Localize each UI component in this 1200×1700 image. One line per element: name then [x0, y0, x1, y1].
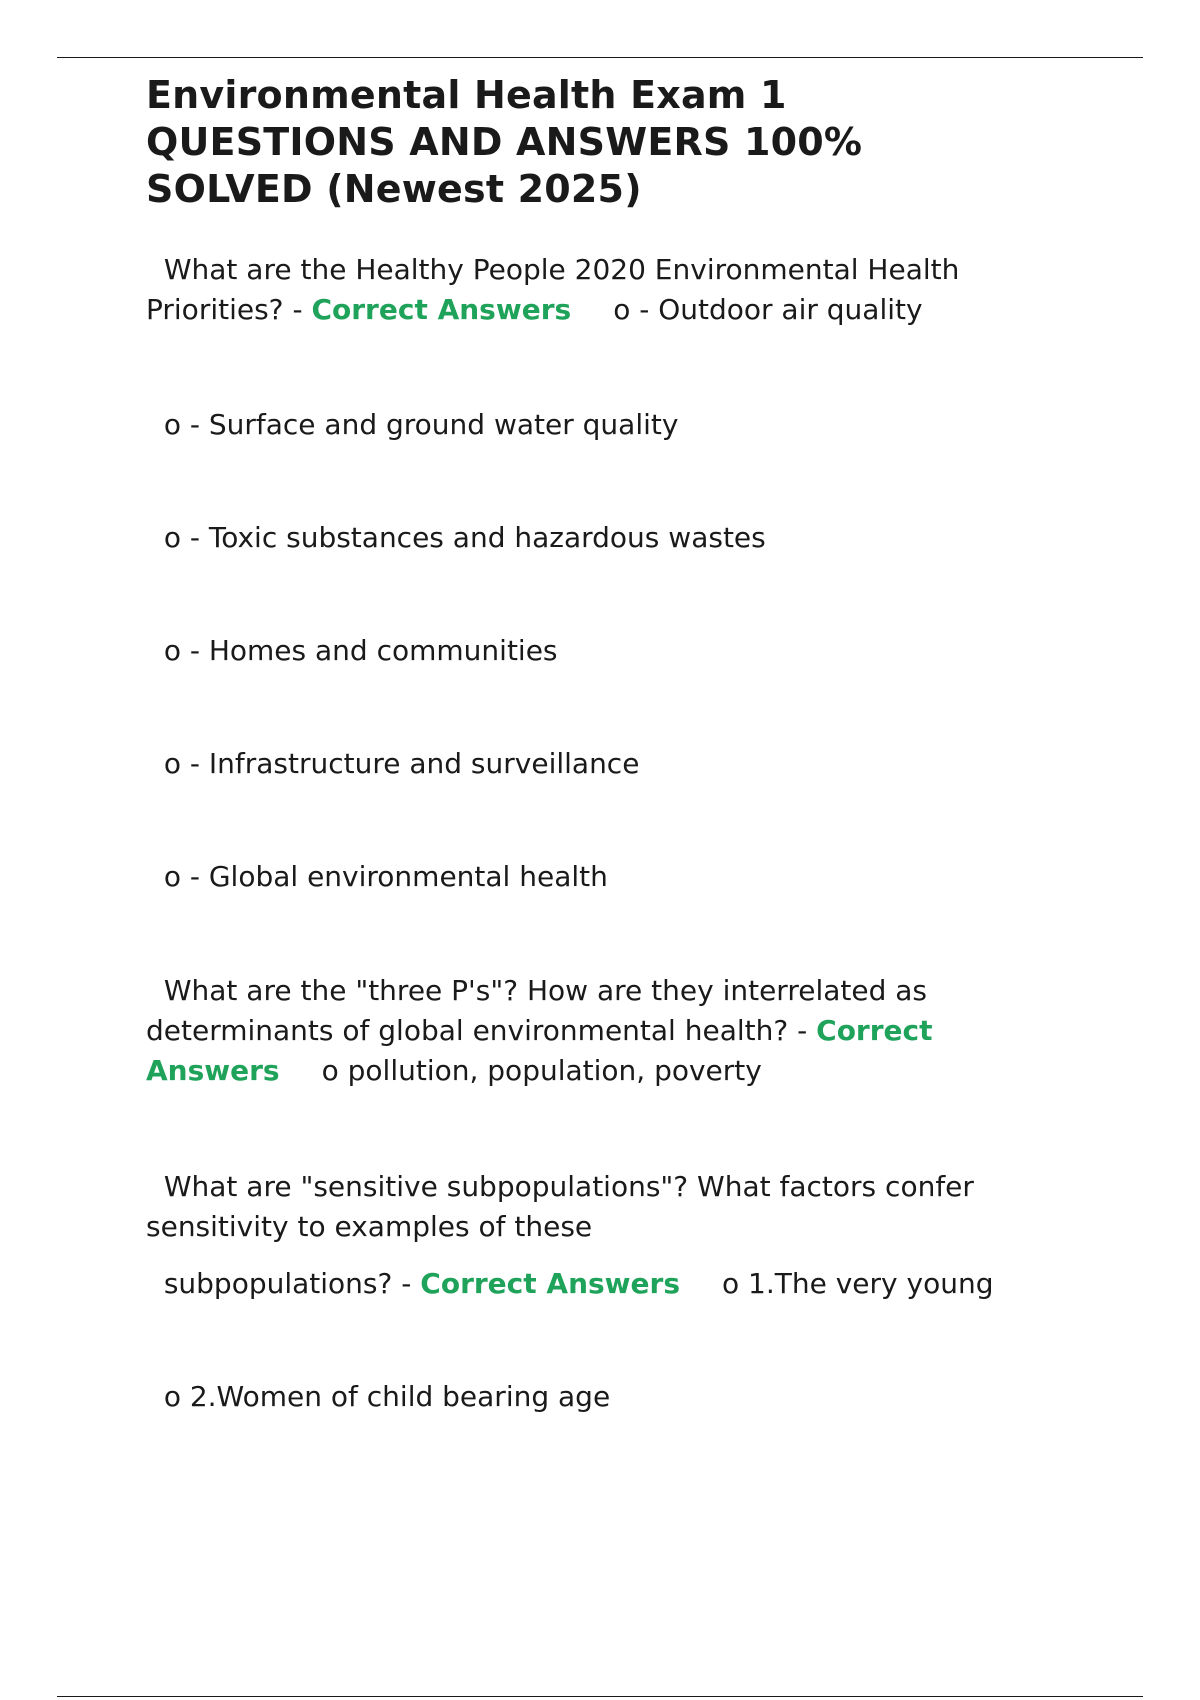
title-line-3: SOLVED (Newest 2025) [146, 167, 642, 211]
answer-text: o - Infrastructure and surveillance [163, 747, 640, 780]
question-1-line-1: What are the Healthy People 2020 Environmental Health [163, 253, 960, 286]
question-2-line-1: What are the "three P's"? How are they interrelated as [163, 974, 928, 1007]
question-3-continued [146, 1224, 1046, 1304]
answer-item [146, 591, 1046, 671]
correct-answers-label-part-1: Correct [816, 1014, 933, 1047]
answer-item [146, 365, 1046, 445]
correct-answers-label: Correct Answers [420, 1267, 681, 1300]
question-3-line-3: subpopulations? - [163, 1267, 421, 1300]
document-title [146, 72, 1066, 213]
answer-item [146, 1337, 1046, 1417]
answer-text: o - Toxic substances and hazardous wastes [163, 521, 766, 554]
bottom-rule [57, 1696, 1143, 1697]
answer-text: o - Surface and ground water quality [163, 408, 679, 441]
question-2 [146, 931, 1046, 1091]
question-1-line-2: Priorities? - [146, 293, 312, 326]
answer-text: o - Outdoor air quality [613, 293, 923, 326]
answer-item [146, 478, 1046, 558]
answer-text: o 2.Women of child bearing age [163, 1380, 611, 1413]
answer-item [146, 817, 1046, 897]
question-1 [146, 210, 1046, 330]
question-3-line-2: sensitivity to examples of these [146, 1210, 593, 1243]
question-2-line-2: determinants of global environmental health? - [146, 1014, 817, 1047]
document-header [146, 72, 1066, 213]
answer-text: o - Homes and communities [163, 634, 558, 667]
answer-text: o pollution, population, poverty [321, 1054, 762, 1087]
correct-answers-label: Correct Answers [311, 293, 572, 326]
answer-item [146, 704, 1046, 784]
title-line-2: QUESTIONS AND ANSWERS 100% [146, 120, 863, 164]
question-3-line-1: What are "sensitive subpopulations"? What factors confer [163, 1170, 974, 1203]
top-rule [57, 57, 1143, 58]
answer-text: o 1.The very young [722, 1267, 994, 1300]
title-line-1: Environmental Health Exam 1 [146, 73, 787, 117]
correct-answers-label-part-2: Answers [146, 1054, 280, 1087]
answer-text: o - Global environmental health [163, 860, 608, 893]
